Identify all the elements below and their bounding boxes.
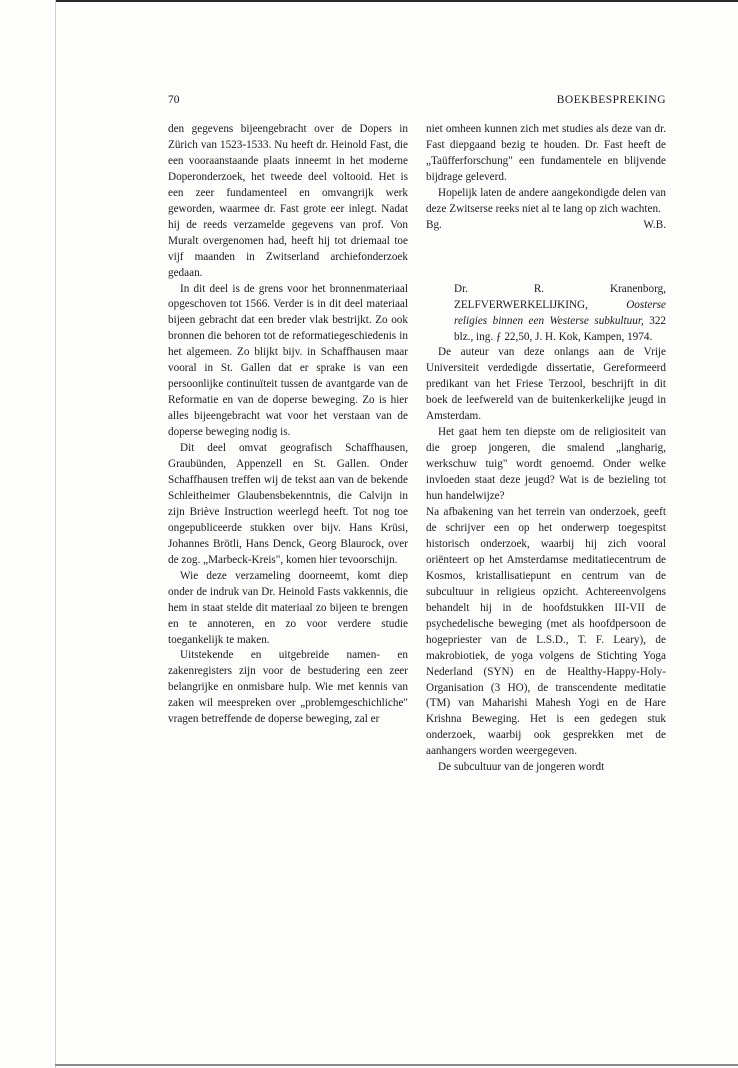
signature-left: Bg. [426, 218, 442, 231]
page-header [168, 94, 666, 108]
page-left-edge [55, 0, 56, 1068]
paragraph: De subcultuur van de jongeren wordt [438, 761, 605, 774]
paragraph: den gegevens bijeengebracht over de Dopers in Zürich van 1523-1533. Nu heeft dr. Heinold Fast, die een vooraanstaande plaats inneemt in het moderne Doperonderzoek, het tweede deel voltooid. Het is een zeer fundamenteel en omvangrijk werk geworden, waarmee dr. Fast grote eer inlegt. Nadat hij de reeds verzamelde gegevens van prof. Von Muralt overgenomen had, heeft hij tot driemaal toe vijf maanden in Zwitserland archiefonderzoek gedaan. [168, 123, 408, 279]
page-number: 70 [168, 94, 180, 106]
bibliographic-entry [454, 282, 666, 346]
page-bottom-edge [55, 1064, 738, 1066]
running-head: BOEKBESPREKING [556, 94, 666, 106]
bib-details: 322 blz., ing. ƒ 22,50, J. H. Kok, Kampen, 1974. [454, 314, 666, 343]
paragraph: De auteur van deze onlangs aan de Vrije Universiteit verdedigde dissertatie, Gereformeerd predikant van het Friese Terzool, beschrijft in dit boek de leefwereld van de buitenkerkelijke jeugd in Amsterdam. [426, 346, 666, 423]
paragraph: In dit deel is de grens voor het bronnenmateriaal opgeschoven tot 1566. Verder is in dit deel materiaal bijeen gebracht dat een breder vlak bestrijkt. Zo ook bronnen die behoren tot de reformatiegeschiedenis in het algemeen. Zo blijkt bijv. in Schaffhausen maar vooral in St. Gallen dat er sprake is van een persoonlijke continuïteit tussen de avantgarde van de Reformatie en van de doperse beweging. Zo is hier alles bijeengebracht wat voor het verstaan van de doperse beweging nodig is. [168, 282, 408, 439]
right-column [426, 122, 666, 776]
paragraph: Het gaat hem ten diepste om de religiositeit van die groep jongeren, die smalend „langharig, werkschuw tuig" wordt genoemd. Onder welke invloeden staat deze jeugd? Wat is de bezieling tot hun handelwijze? [426, 426, 666, 503]
paragraph: Hopelijk laten de andere aangekondigde delen van deze Zwitserse reeks niet al te lang op zich wachten. [426, 186, 666, 215]
paragraph: Dit deel omvat geografisch Schaffhausen, Graubünden, Appenzell en St. Gallen. Onder Schaffhausen treffen wij de tekst aan van de bekende Schleitheimer Glaubensbekenntnis, die Calvijn in zijn Briève Instruction weerlegd heeft. Tot nog toe ongepubliceerde stukken over bijv. Hans Krüsi, Johannes Brötli, Hans Denck, Georg Blaurock, over de zog. „Marbeck-Kreis", komen hier tevoorschijn. [168, 442, 408, 566]
bib-author-title: Dr. R. Kranenborg, ZELFVERWERKELIJKING, [454, 282, 666, 311]
paragraph: niet omheen kunnen zich met studies als deze van dr. Fast diepgaand bezig te houden. Dr. Fast heeft de „Taüfferforschung" een fundamentele en blijvende bijdrage geleverd. [426, 123, 666, 183]
review-signature [426, 218, 666, 234]
paragraph: Wie deze verzameling doorneemt, komt diep onder de indruk van Dr. Heinold Fasts vakkennis, die hem in staat stelde dit materiaal zo bijeen te brengen en te annoteren, en zo voor verdere studie toegankelijk te maken. [168, 569, 408, 646]
page-top-edge [55, 0, 738, 2]
signature-right: W.B. [643, 218, 666, 231]
left-column [168, 122, 408, 728]
section-gap [426, 234, 666, 282]
bib-subtitle: Oosterse religies binnen een Westerse subkultuur, [454, 298, 666, 327]
paragraph: Na afbakening van het terrein van onderzoek, geeft de schrijver een op het onderwerp toegespitst historisch onderzoek, waarbij hij zich vooral oriënteert op het Amsterdamse meditatiecentrum de Kosmos, kristallisatiepunt en centrum van de subcultuur in religieus opzicht. Achtereenvolgens behandelt hij in de hoofdstukken III-VII de psychedelische beweging (met als hoofdpersoon de hogepriester van de L.S.D., T. F. Leary), de makrobiotiek, de yoga volgens de Stichting Yoga Nederland (SYN) en de Healthy-Happy-Holy-Organisation (3 HO), de transcendente meditatie (TM) van Maharishi Mahesh Yogi en de Hare Krishna Beweging. Het is een gedegen stuk onderzoek, waarbij ook gesprekken met de aanhangers worden weergegeven. [426, 506, 666, 758]
paragraph: Uitstekende en uitgebreide namen- en zakenregisters zijn voor de bestudering een zeer belangrijke en onmisbare hulp. Wie met kennis van zaken wil meespreken over „problemgeschichliche" vragen betreffende de doperse beweging, zal er [168, 649, 408, 726]
